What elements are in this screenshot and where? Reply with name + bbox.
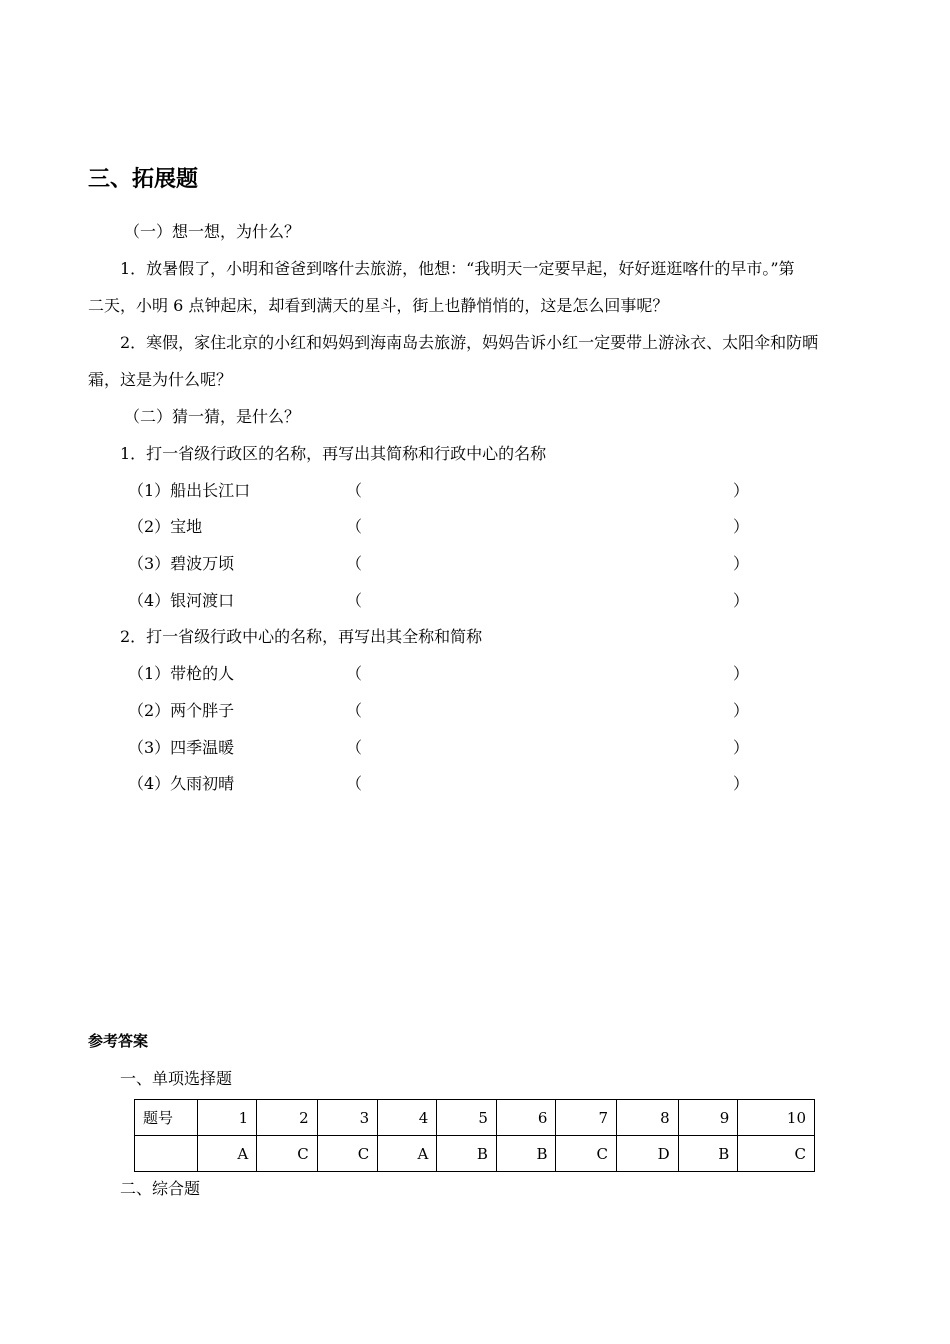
part2-heading: （二）猜一猜，是什么？: [124, 407, 301, 426]
answer-cell: A: [198, 1136, 257, 1172]
answer-cell: C: [556, 1136, 617, 1172]
riddle-item: （3）四季温暖: [128, 738, 235, 757]
question-number-cell: 1: [198, 1100, 257, 1136]
answer-cell: D: [616, 1136, 678, 1172]
answers-subheading-choice: 一、单项选择题: [120, 1069, 233, 1088]
answer-paren-close: ）: [733, 481, 750, 500]
answer-cell: B: [437, 1136, 497, 1172]
answer-table-answer-row: [135, 1136, 815, 1172]
riddle-item: （2）两个胖子: [128, 701, 235, 720]
riddle-item: （4）银河渡口: [128, 591, 235, 610]
riddle-item: （2）宝地: [128, 517, 203, 536]
answers-subheading-comprehensive: 二、综合题: [120, 1179, 201, 1198]
answer-paren-close: ）: [733, 664, 750, 683]
answer-cell: A: [378, 1136, 437, 1172]
riddle-group-1-prompt: 1．打一省级行政区的名称，再写出其简称和行政中心的名称: [120, 444, 547, 463]
answer-table: [134, 1099, 815, 1172]
answer-paren-open: （: [346, 774, 363, 793]
answer-paren-open: （: [346, 701, 363, 720]
question-number-cell: 10: [738, 1100, 815, 1136]
question-2-line-2: 霜，这是为什么呢？: [88, 370, 233, 389]
question-1-line-1: 1．放暑假了，小明和爸爸到喀什去旅游，他想：“我明天一定要早起，好好逛逛喀什的早市。”第: [120, 259, 795, 278]
question-number-cell: 5: [437, 1100, 497, 1136]
answer-cell: C: [317, 1136, 378, 1172]
question-number-cell: 4: [378, 1100, 437, 1136]
answer-paren-open: （: [346, 554, 363, 573]
question-number-cell: 2: [257, 1100, 318, 1136]
answer-paren-close: ）: [733, 774, 750, 793]
question-number-cell: 8: [616, 1100, 678, 1136]
question-2-line-1: 2．寒假，家住北京的小红和妈妈到海南岛去旅游，妈妈告诉小红一定要带上游泳衣、太阳伞和防晒: [120, 333, 819, 352]
answer-cell: B: [496, 1136, 556, 1172]
riddle-item: （3）碧波万顷: [128, 554, 235, 573]
answer-paren-close: ）: [733, 517, 750, 536]
answer-paren-close: ）: [733, 554, 750, 573]
answer-table-header-row: [135, 1100, 815, 1136]
part1-heading: （一）想一想，为什么？: [124, 222, 301, 241]
riddle-item: （1）船出长江口: [128, 481, 251, 500]
question-number-cell: 9: [678, 1100, 738, 1136]
riddle-item: （1）带枪的人: [128, 664, 235, 683]
answer-row-label: [135, 1136, 198, 1172]
answer-paren-open: （: [346, 517, 363, 536]
riddle-group-2-prompt: 2．打一省级行政中心的名称，再写出其全称和简称: [120, 627, 483, 646]
question-number-cell: 6: [496, 1100, 556, 1136]
riddle-item: （4）久雨初晴: [128, 774, 235, 793]
answer-paren-open: （: [346, 481, 363, 500]
question-number-label: 题号: [135, 1100, 198, 1136]
answer-cell: C: [257, 1136, 318, 1172]
answer-paren-close: ）: [733, 701, 750, 720]
question-number-cell: 7: [556, 1100, 617, 1136]
answer-paren-open: （: [346, 738, 363, 757]
answer-paren-open: （: [346, 664, 363, 683]
answers-title: 参考答案: [88, 1032, 149, 1050]
answer-paren-close: ）: [733, 738, 750, 757]
question-number-cell: 3: [317, 1100, 378, 1136]
answer-cell: B: [678, 1136, 738, 1172]
answer-paren-open: （: [346, 591, 363, 610]
answer-cell: C: [738, 1136, 815, 1172]
answer-paren-close: ）: [733, 591, 750, 610]
question-1-line-2: 二天，小明 6 点钟起床，却看到满天的星斗，街上也静悄悄的，这是怎么回事呢？: [88, 296, 669, 315]
section-title: 三、拓展题: [88, 167, 199, 192]
